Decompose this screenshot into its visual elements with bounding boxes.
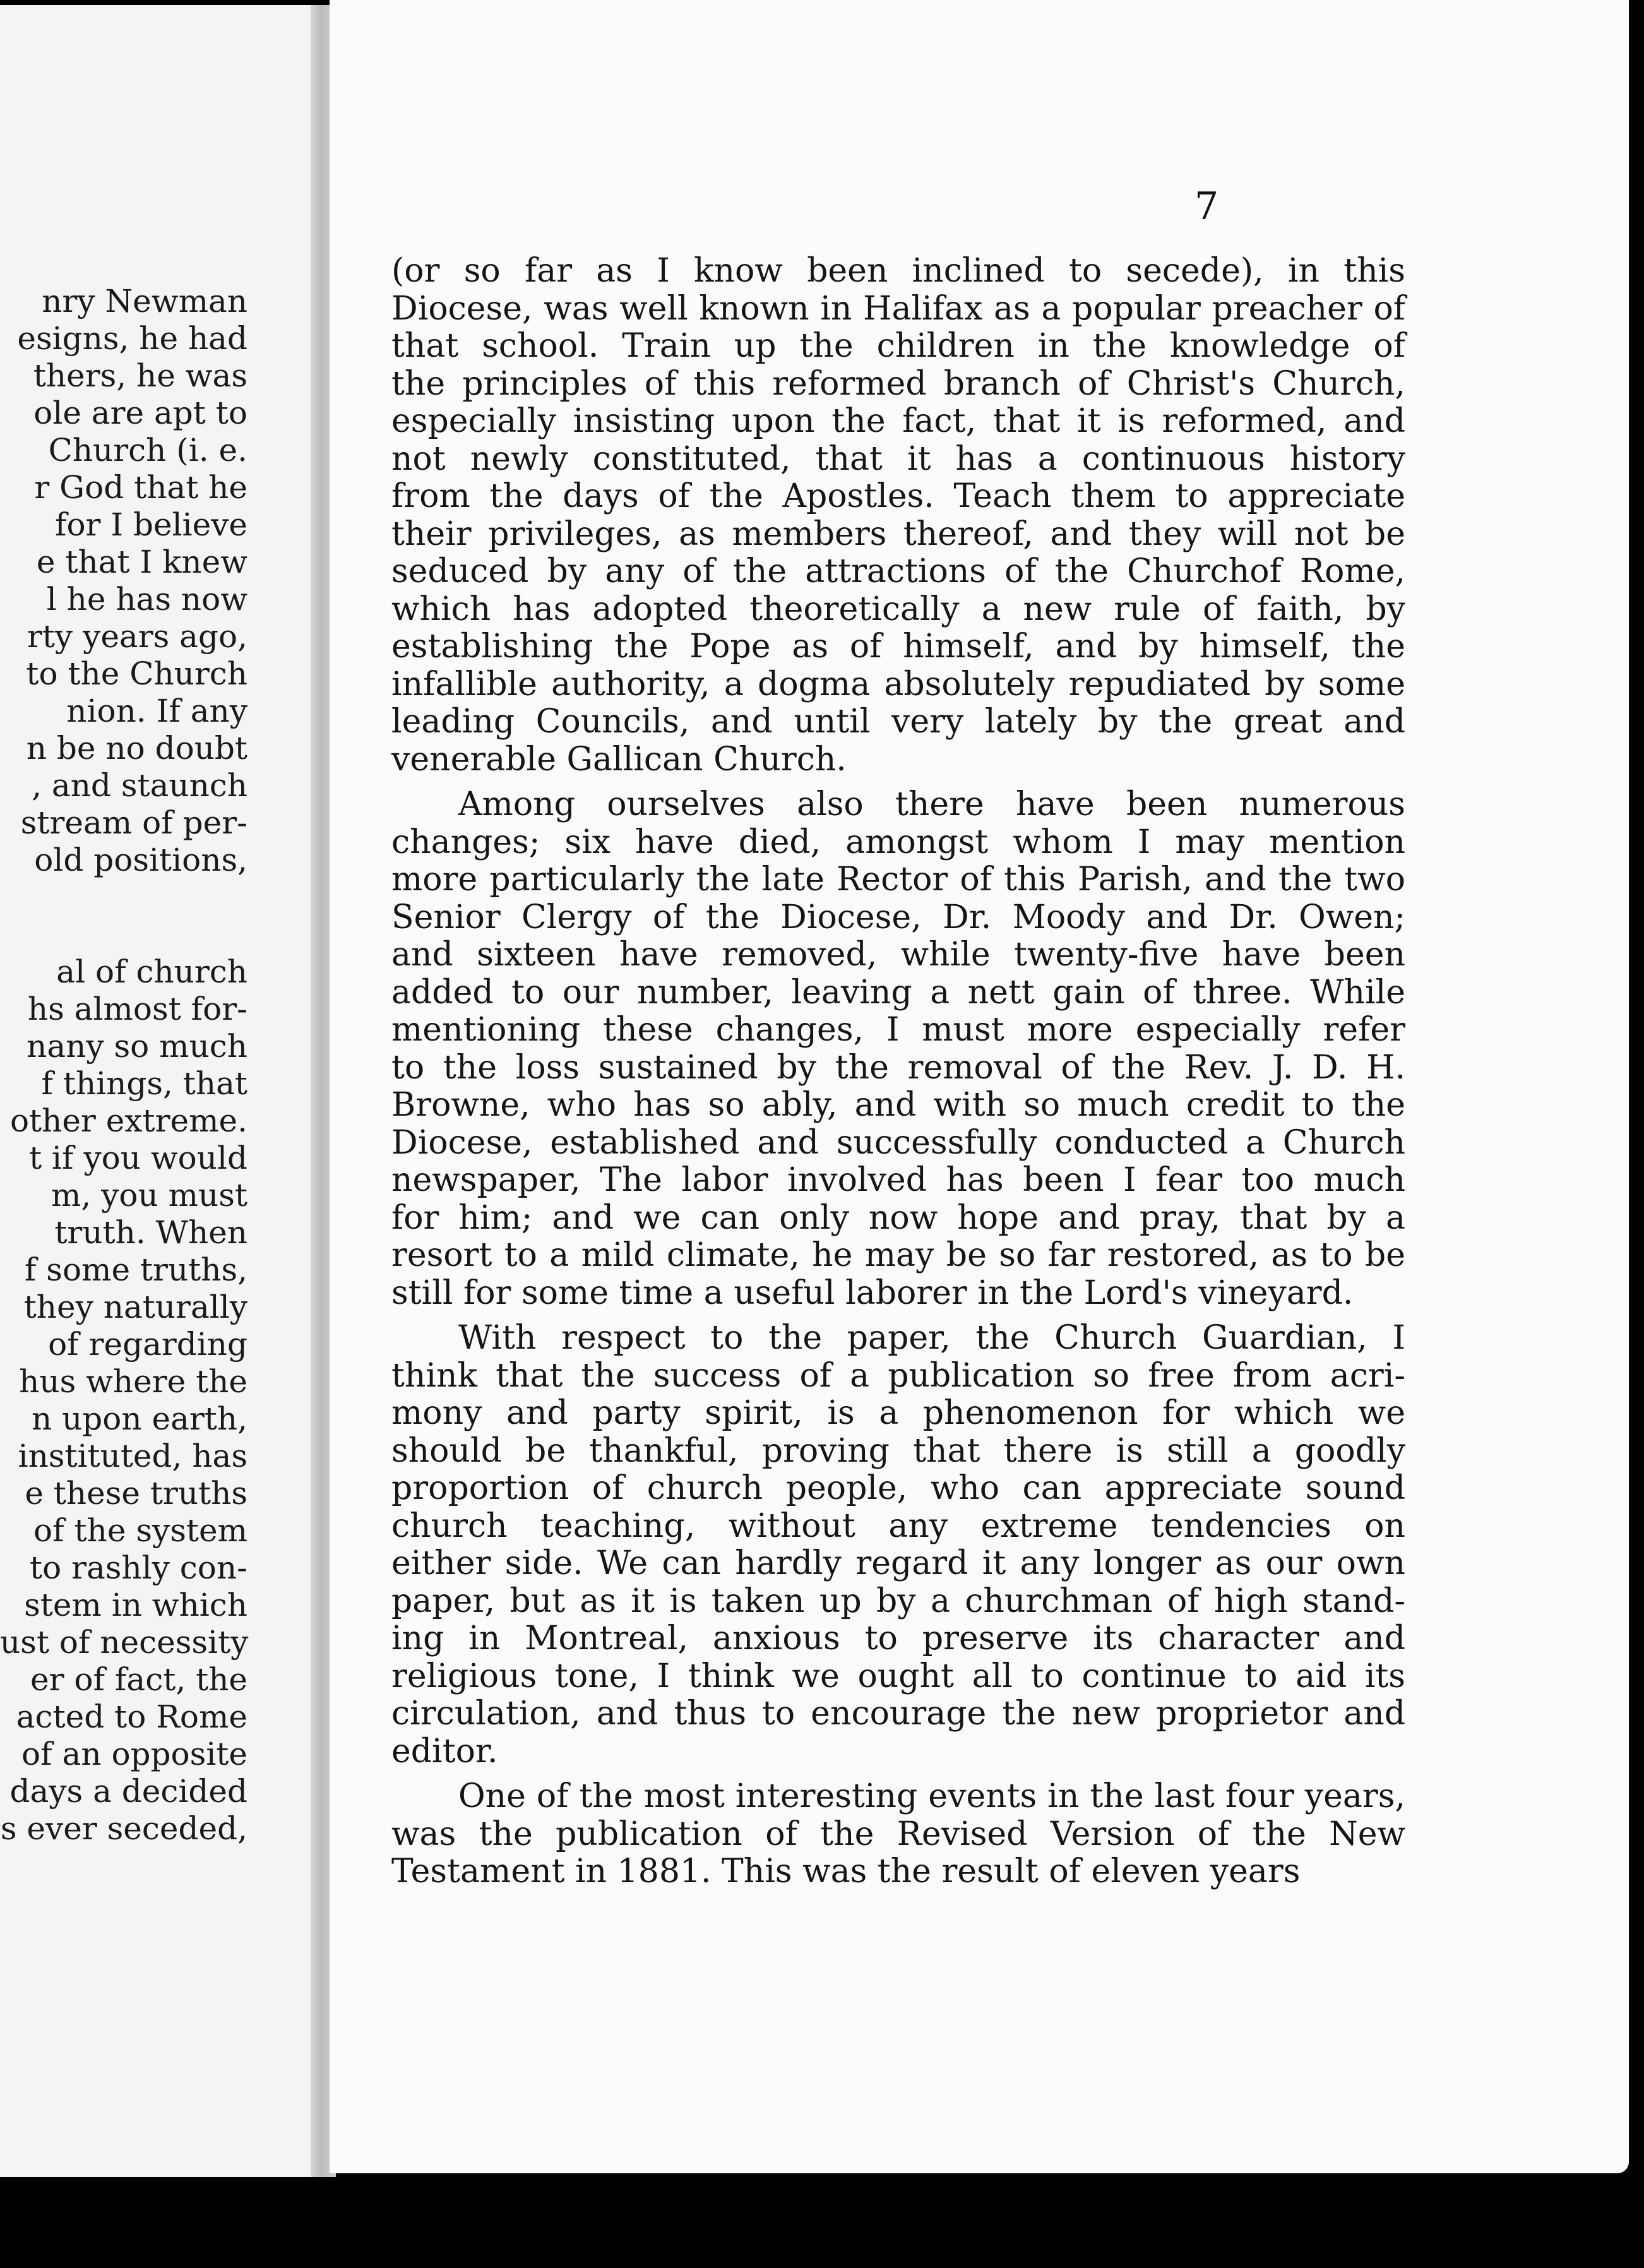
left-page-line: f some truths, <box>24 1251 247 1288</box>
paragraph <box>391 253 1405 779</box>
text-line: either side. We can hardly regard it any longer as our own <box>391 1544 1405 1582</box>
text-line: venerable Gallican Church. <box>391 740 847 779</box>
page-number: 7 <box>1194 184 1219 229</box>
text-line: not newly constituted, that it has a continuous history <box>391 439 1405 478</box>
text-line: should be thankful, proving that there is still a goodly <box>391 1431 1405 1470</box>
left-page-line: to the Church <box>26 655 247 692</box>
text-line: One of the most interesting events in the last four years, <box>458 1777 1405 1815</box>
paragraph <box>391 1320 1405 1770</box>
left-page-line: hus where the <box>19 1363 247 1400</box>
text-line: more particularly the late Rector of this Parish, and the two <box>391 861 1405 898</box>
text-line: Diocese, established and successfully conducted a Church <box>391 1123 1405 1162</box>
text-line: paper, but as it is taken up by a churchman of high stand- <box>391 1582 1405 1620</box>
text-line: ing in Montreal, anxious to preserve its character and <box>391 1620 1405 1657</box>
text-line: Diocese, was well known in Halifax as a popular preacher of <box>391 289 1405 328</box>
left-page-line: rty years ago, <box>27 618 247 655</box>
text-line: Senior Clergy of the Diocese, Dr. Moody and Dr. Owen; <box>391 898 1405 936</box>
left-page-line: to rashly con- <box>30 1549 247 1586</box>
left-page-line: they naturally <box>23 1289 247 1325</box>
left-page-text <box>0 283 247 1847</box>
left-page-line: r God that he <box>34 469 247 506</box>
left-page-line: stream of per- <box>20 804 247 841</box>
left-page-line: instituted, has <box>18 1438 247 1474</box>
left-page-line: al of church <box>56 953 247 990</box>
text-line: establishing the Pope as of himself, and by himself, the <box>391 628 1405 665</box>
left-page-line: nany so much <box>27 1028 247 1065</box>
text-line: leading Councils, and until very lately by the great and <box>391 703 1405 741</box>
text-line: Browne, who has so ably, and with so much credit to the <box>391 1086 1405 1124</box>
text-line: which has adopted theoretically a new rule of faith, by <box>391 590 1405 628</box>
left-page-line: e that I knew <box>36 544 247 580</box>
text-line: that school. Train up the children in the knowledge of <box>391 327 1405 365</box>
text-line: Testament in 1881. This was the result of eleven years <box>391 1853 1301 1890</box>
text-line: proportion of church people, who can appreciate sound <box>391 1469 1405 1507</box>
left-page-line: of regarding <box>48 1326 247 1363</box>
text-line: newspaper, The labor involved has been I fear too much <box>391 1161 1405 1199</box>
left-page-line: m, you must <box>51 1177 247 1214</box>
left-page-line: n be no doubt <box>26 730 247 767</box>
left-page-line: l he has now <box>46 581 247 618</box>
left-page-line: t if you would <box>29 1140 247 1176</box>
text-line: resort to a mild climate, he may be so far restored, as to be <box>391 1236 1405 1274</box>
left-page-line: of the system <box>33 1512 247 1549</box>
text-line: With respect to the paper, the Church Guardian, I <box>458 1319 1405 1357</box>
left-page-fragment <box>0 5 323 2177</box>
left-page-line: n upon earth, <box>32 1400 247 1437</box>
body-text <box>391 253 1405 1891</box>
left-page-line: f things, that <box>41 1065 247 1102</box>
text-line: from the days of the Apostles. Teach them to appreciate <box>391 477 1405 515</box>
left-page-line: thers, he was <box>33 357 247 394</box>
text-line: mentioning these changes, I must more especially refer <box>391 1011 1405 1049</box>
text-line: mony and party spirit, is a phenomenon for which we <box>391 1394 1405 1432</box>
text-line: to the loss sustained by the removal of the Rev. J. D. H. <box>391 1048 1405 1087</box>
left-page-line: days a decided <box>9 1773 247 1810</box>
left-page-line: of an opposite <box>21 1736 247 1772</box>
left-page-line: , and staunch <box>32 767 247 804</box>
left-page-line: for I believe <box>54 506 247 543</box>
left-page-line <box>0 916 247 953</box>
text-line: religious tone, I think we ought all to continue to aid its <box>391 1657 1405 1695</box>
text-line: editor. <box>391 1732 498 1770</box>
text-line: infallible authority, a dogma absolutely repudiated by some <box>391 665 1405 703</box>
text-line: church teaching, without any extreme tendencies on <box>391 1507 1405 1545</box>
left-page-line: stem in which <box>24 1587 247 1623</box>
text-line: think that the success of a publication so free from acri- <box>391 1356 1405 1395</box>
text-line: Among ourselves also there have been numerous <box>458 785 1405 823</box>
left-page-line: truth. When <box>54 1214 247 1251</box>
left-page-line: s ever seceded, <box>0 1810 247 1847</box>
text-line: for him; and we can only now hope and pray, that by a <box>391 1198 1405 1237</box>
text-line: changes; six have died, amongst whom I may mention <box>391 823 1405 861</box>
left-page-line: other extreme. <box>9 1102 247 1139</box>
text-line: and sixteen have removed, while twenty-five have been <box>391 936 1405 974</box>
left-page-line: e these truths <box>25 1475 247 1512</box>
left-page-line: ust of necessity <box>0 1624 249 1661</box>
left-page-line <box>0 879 247 916</box>
left-page-line: nry Newman <box>42 283 247 319</box>
left-page-line: hs almost for- <box>27 991 247 1027</box>
text-line: still for some time a useful laborer in the Lord's vineyard. <box>391 1274 1354 1312</box>
left-page-line: nion. If any <box>66 693 247 729</box>
left-page-line: acted to Rome <box>16 1698 247 1735</box>
left-page-line: er of fact, the <box>30 1661 247 1698</box>
paragraph <box>391 786 1405 1312</box>
text-line: circulation, and thus to encourage the new proprietor and <box>391 1695 1405 1733</box>
text-line: the principles of this reformed branch of Christ's Church, <box>391 364 1405 403</box>
text-line: added to our number, leaving a nett gain of three. While <box>391 973 1405 1012</box>
text-line: especially insisting upon the fact, that it is reformed, and <box>391 402 1405 440</box>
text-line: their privileges, as members thereof, and they will not be <box>391 515 1405 553</box>
text-line: (or so far as I know been inclined to secede), in this <box>391 252 1405 290</box>
left-page-line: esigns, he had <box>17 320 247 357</box>
left-page-line: Church (i. e. <box>48 432 247 469</box>
text-line: was the publication of the Revised Version of the New <box>391 1815 1405 1853</box>
text-line: seduced by any of the attractions of the Churchof Rome, <box>391 552 1405 590</box>
left-page-line: ole are apt to <box>33 395 247 431</box>
paragraph <box>391 1778 1405 1891</box>
left-page-line: old positions, <box>34 842 247 878</box>
